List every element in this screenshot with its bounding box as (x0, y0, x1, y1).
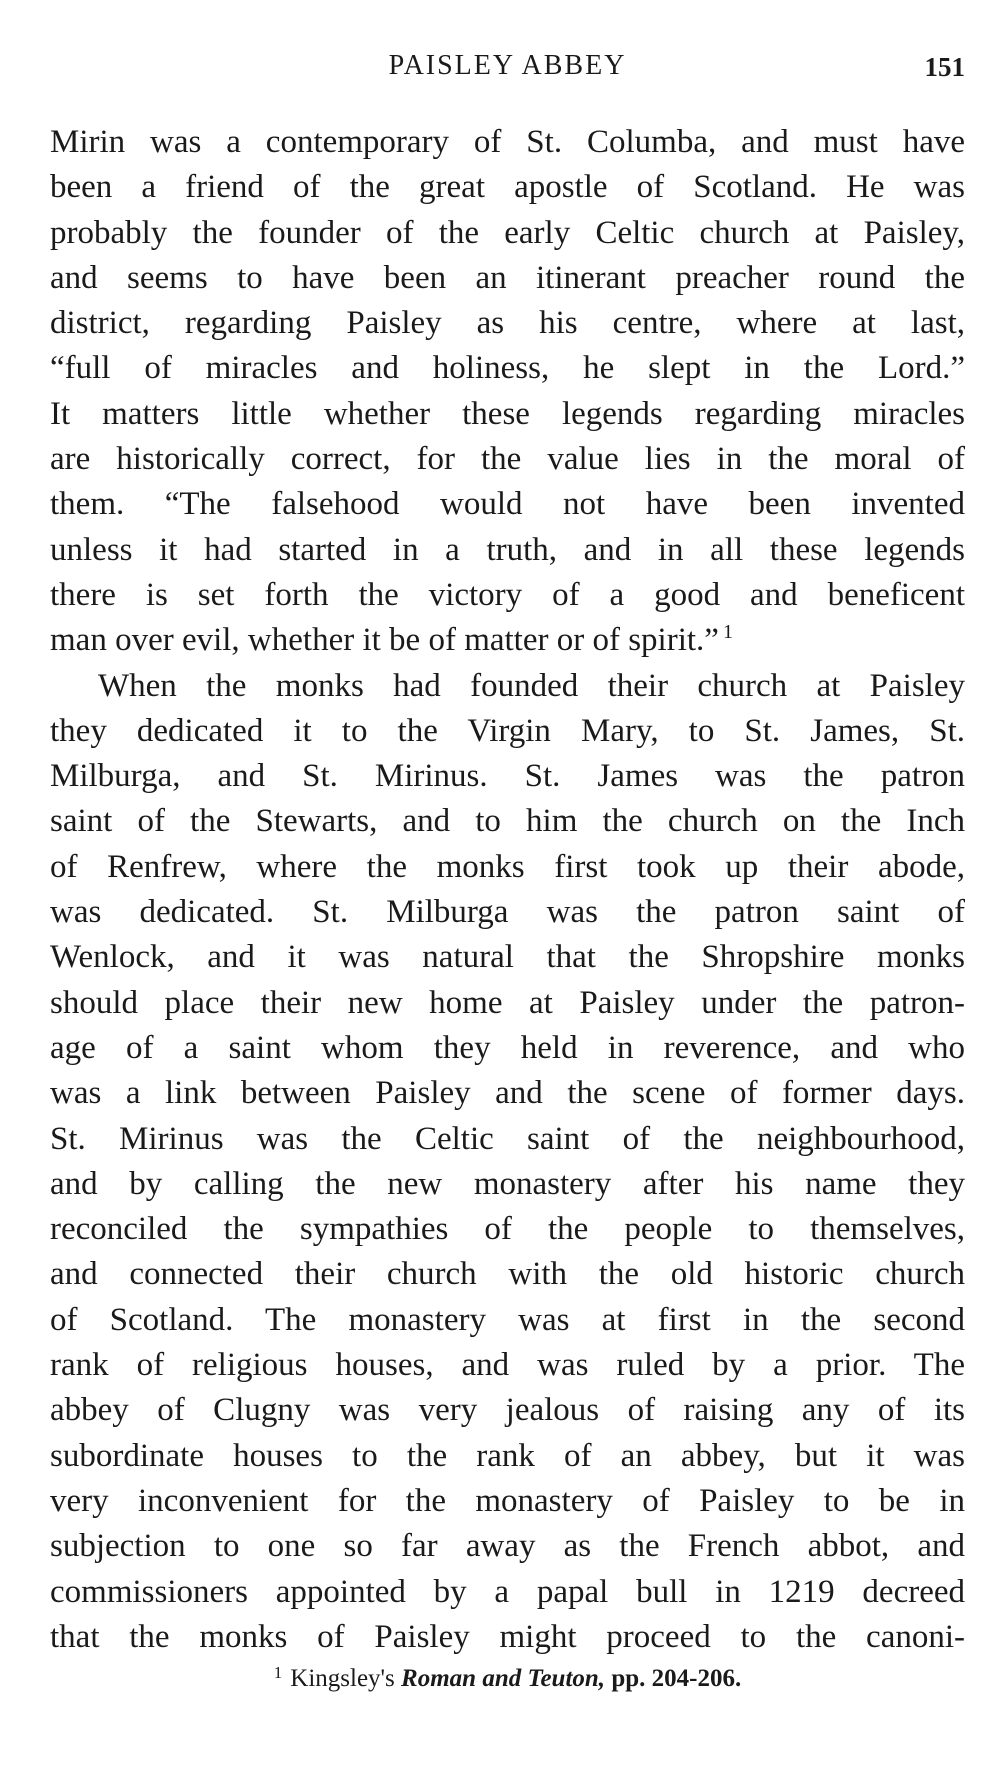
text-line: Wenlock, and it was natural that the Shropshire monks (50, 939, 965, 976)
text-line: St. Mirinus was the Celtic saint of the neighbourhood, (50, 1120, 965, 1157)
text-line: should place their new home at Paisley under the patron- (50, 984, 965, 1021)
text-line-last (50, 618, 965, 663)
text-line: subordinate houses to the rank of an abbey, but it was (50, 1437, 965, 1474)
text-line-content: man over evil, whether it be of matter or of spirit.” (50, 622, 719, 659)
text-line: and seems to have been an itinerant preacher round the (50, 259, 965, 296)
footnote-author: Kingsley's (290, 1665, 395, 1692)
footnote-reference: 1 (722, 621, 733, 644)
text-line: district, regarding Paisley as his centre, where at last, (50, 305, 965, 342)
text-line: It matters little whether these legends regarding miracles (50, 395, 965, 432)
text-line: abbey of Clugny was very jealous of raising any of its (50, 1392, 965, 1429)
text-line: subjection to one so far away as the French abbot, and (50, 1528, 965, 1565)
text-line: rank of religious houses, and was ruled by a prior. The (50, 1347, 965, 1384)
running-head (50, 50, 965, 90)
text-line: “full of miracles and holiness, he slept in the Lord.” (50, 350, 965, 387)
text-line: unless it had started in a truth, and in all these legends (50, 531, 965, 568)
text-line: there is set forth the victory of a good and beneficent (50, 576, 965, 613)
text-line: probably the founder of the early Celtic church at Paisley, (50, 214, 965, 251)
text-line: Mirin was a contemporary of St. Columba, and must have (50, 124, 965, 160)
text-line: Milburga, and St. Mirinus. St. James was the patron (50, 758, 965, 795)
text-line: and connected their church with the old historic church (50, 1256, 965, 1293)
text-line: reconciled the sympathies of the people to themselves, (50, 1211, 965, 1248)
footnote-mark: 1 (273, 1663, 283, 1682)
body-text (50, 120, 965, 1660)
paragraph-2 (50, 664, 965, 1661)
text-line: been a friend of the great apostle of Scotland. He was (50, 169, 965, 206)
text-line: commissioners appointed by a papal bull in 1219 decreed (50, 1573, 965, 1610)
text-line: was a link between Paisley and the scene of former days. (50, 1075, 965, 1112)
footnote-work-title: Roman and Teuton, (401, 1665, 606, 1692)
text-line: that the monks of Paisley might proceed to the canoni- (50, 1618, 965, 1655)
footnote (50, 1663, 965, 1693)
text-line: of Renfrew, where the monks first took up their abode, (50, 848, 965, 885)
text-line: they dedicated it to the Virgin Mary, to St. James, St. (50, 712, 965, 749)
paragraph-1 (50, 120, 965, 664)
text-line: very inconvenient for the monastery of Paisley to be in (50, 1482, 965, 1519)
text-line: are historically correct, for the value lies in the moral of (50, 441, 965, 478)
footnote-pages: pp. 204-206. (611, 1665, 742, 1692)
text-line: of Scotland. The monastery was at first in the second (50, 1301, 965, 1338)
text-line: was dedicated. St. Milburga was the patron saint of (50, 894, 965, 931)
text-line: age of a saint whom they held in reverence, and who (50, 1029, 965, 1066)
page-number: 151 (924, 52, 965, 82)
text-line: them. “The falsehood would not have been invented (50, 486, 965, 523)
running-title: PAISLEY ABBEY (388, 50, 627, 81)
text-line: saint of the Stewarts, and to him the church on the Inch (50, 803, 965, 840)
text-line-indented: When the monks had founded their church at Paisley (98, 667, 965, 704)
text-line: and by calling the new monastery after his name they (50, 1165, 965, 1202)
